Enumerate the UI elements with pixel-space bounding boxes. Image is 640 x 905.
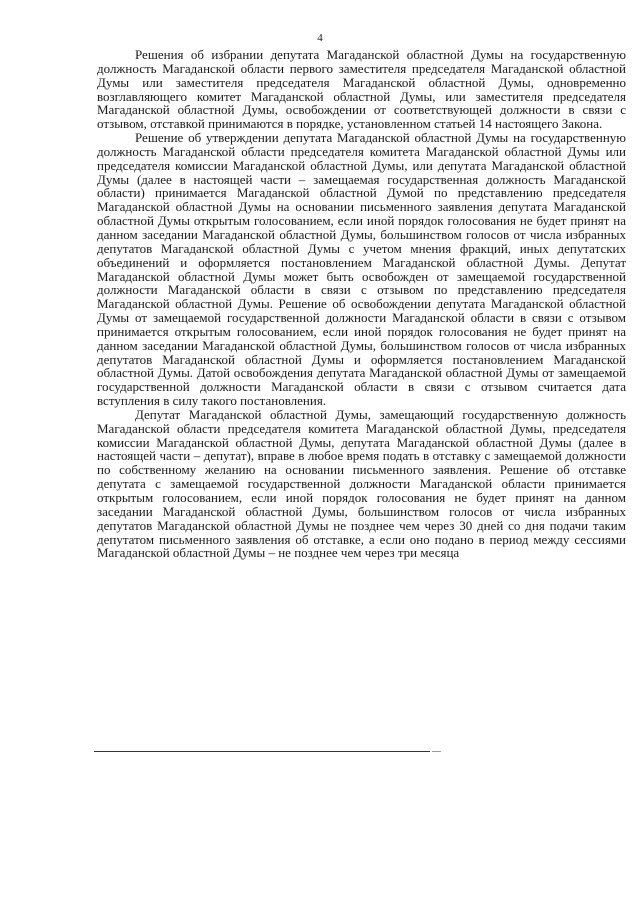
paragraph-approval-decision: Решение об утверждении депутата Магаданской областной Думы на государственную должность Магаданской области председателя комитета Магаданской областной Думы или председателя комиссии Магаданской областной Думы, или депутата Магаданской областной Думы (далее в настоящей части – замещаемая государственная должность Магаданской области) принимается Магаданской областной Думой по представлению председателя Магаданской областной Думы на основании письменного заявления депутата Магаданской областной Думы открытым голосованием, если иной порядок голосования не будет принят на данном заседании Магаданской областной Думы, большинством голосов от числа избранных депутатов Магаданской областной Думы с учетом мнения фракций, иных депутатских объединений и оформляется постановлением Магаданской областной Думы. Депутат Магаданской областной Думы может быть освобожден от замещаемой государственной должности Магаданской области в связи с отзывом по представлению председателя Магаданской областной Думы. Решение об освобождении депутата Магаданской областной Думы от замещаемой государственной должности Магаданской области в связи с отзывом принимается открытым голосованием, если иной порядок голосования не будет принят на данном заседании Магаданской областной Думы, большинством голосов от числа избранных депутатов Магаданской областной Думы и оформляется постановлением Магаданской областной Думы. Датой освобождения депутата Магаданской областной Думы от замещаемой государственной должности Магаданской области в связи с отзывом считается дата вступления в силу такого постановления. <box>97 130 626 409</box>
page-divider-tail <box>432 751 441 752</box>
page-divider-line <box>94 751 430 752</box>
page-number: 4 <box>317 32 323 44</box>
paragraph-election-decisions: Решения об избрании депутата Магаданской областной Думы на государственную должность Магаданской области первого заместителя председателя Магаданской областной Думы или заместителя председателя Магаданской областной Думы, одновременно возглавляющего комитет Магаданской областной Думы, или заместителя председателя Магаданской областной Думы, освобождении от соответствующей должности в связи с отзывом, отставкой принимаются в порядке, установленном статьей 14 настоящего Закона. <box>97 47 626 132</box>
document-body <box>97 48 626 560</box>
paragraph-resignation: Депутат Магаданской областной Думы, замещающий государственную должность Магаданской области председателя комитета Магаданской областной Думы, председателя комиссии Магаданской областной Думы, депутата Магаданской областной Думы (далее в настоящей части – депутат), вправе в любое время подать в отставку с замещаемой должности по собственному желанию на основании письменного заявления. Решение об отставке депутата с замещаемой государственной должности Магаданской области принимается открытым голосованием, если иной порядок голосования не будет принят на данном заседании Магаданской областной Думы, большинством голосов от числа избранных депутатов Магаданской областной Думы не позднее чем через 30 дней со дня подачи таким депутатом письменного заявления об отставке, а если оно подано в период между сессиями Магаданской областной Думы – не позднее чем через три месяца <box>97 406 626 561</box>
